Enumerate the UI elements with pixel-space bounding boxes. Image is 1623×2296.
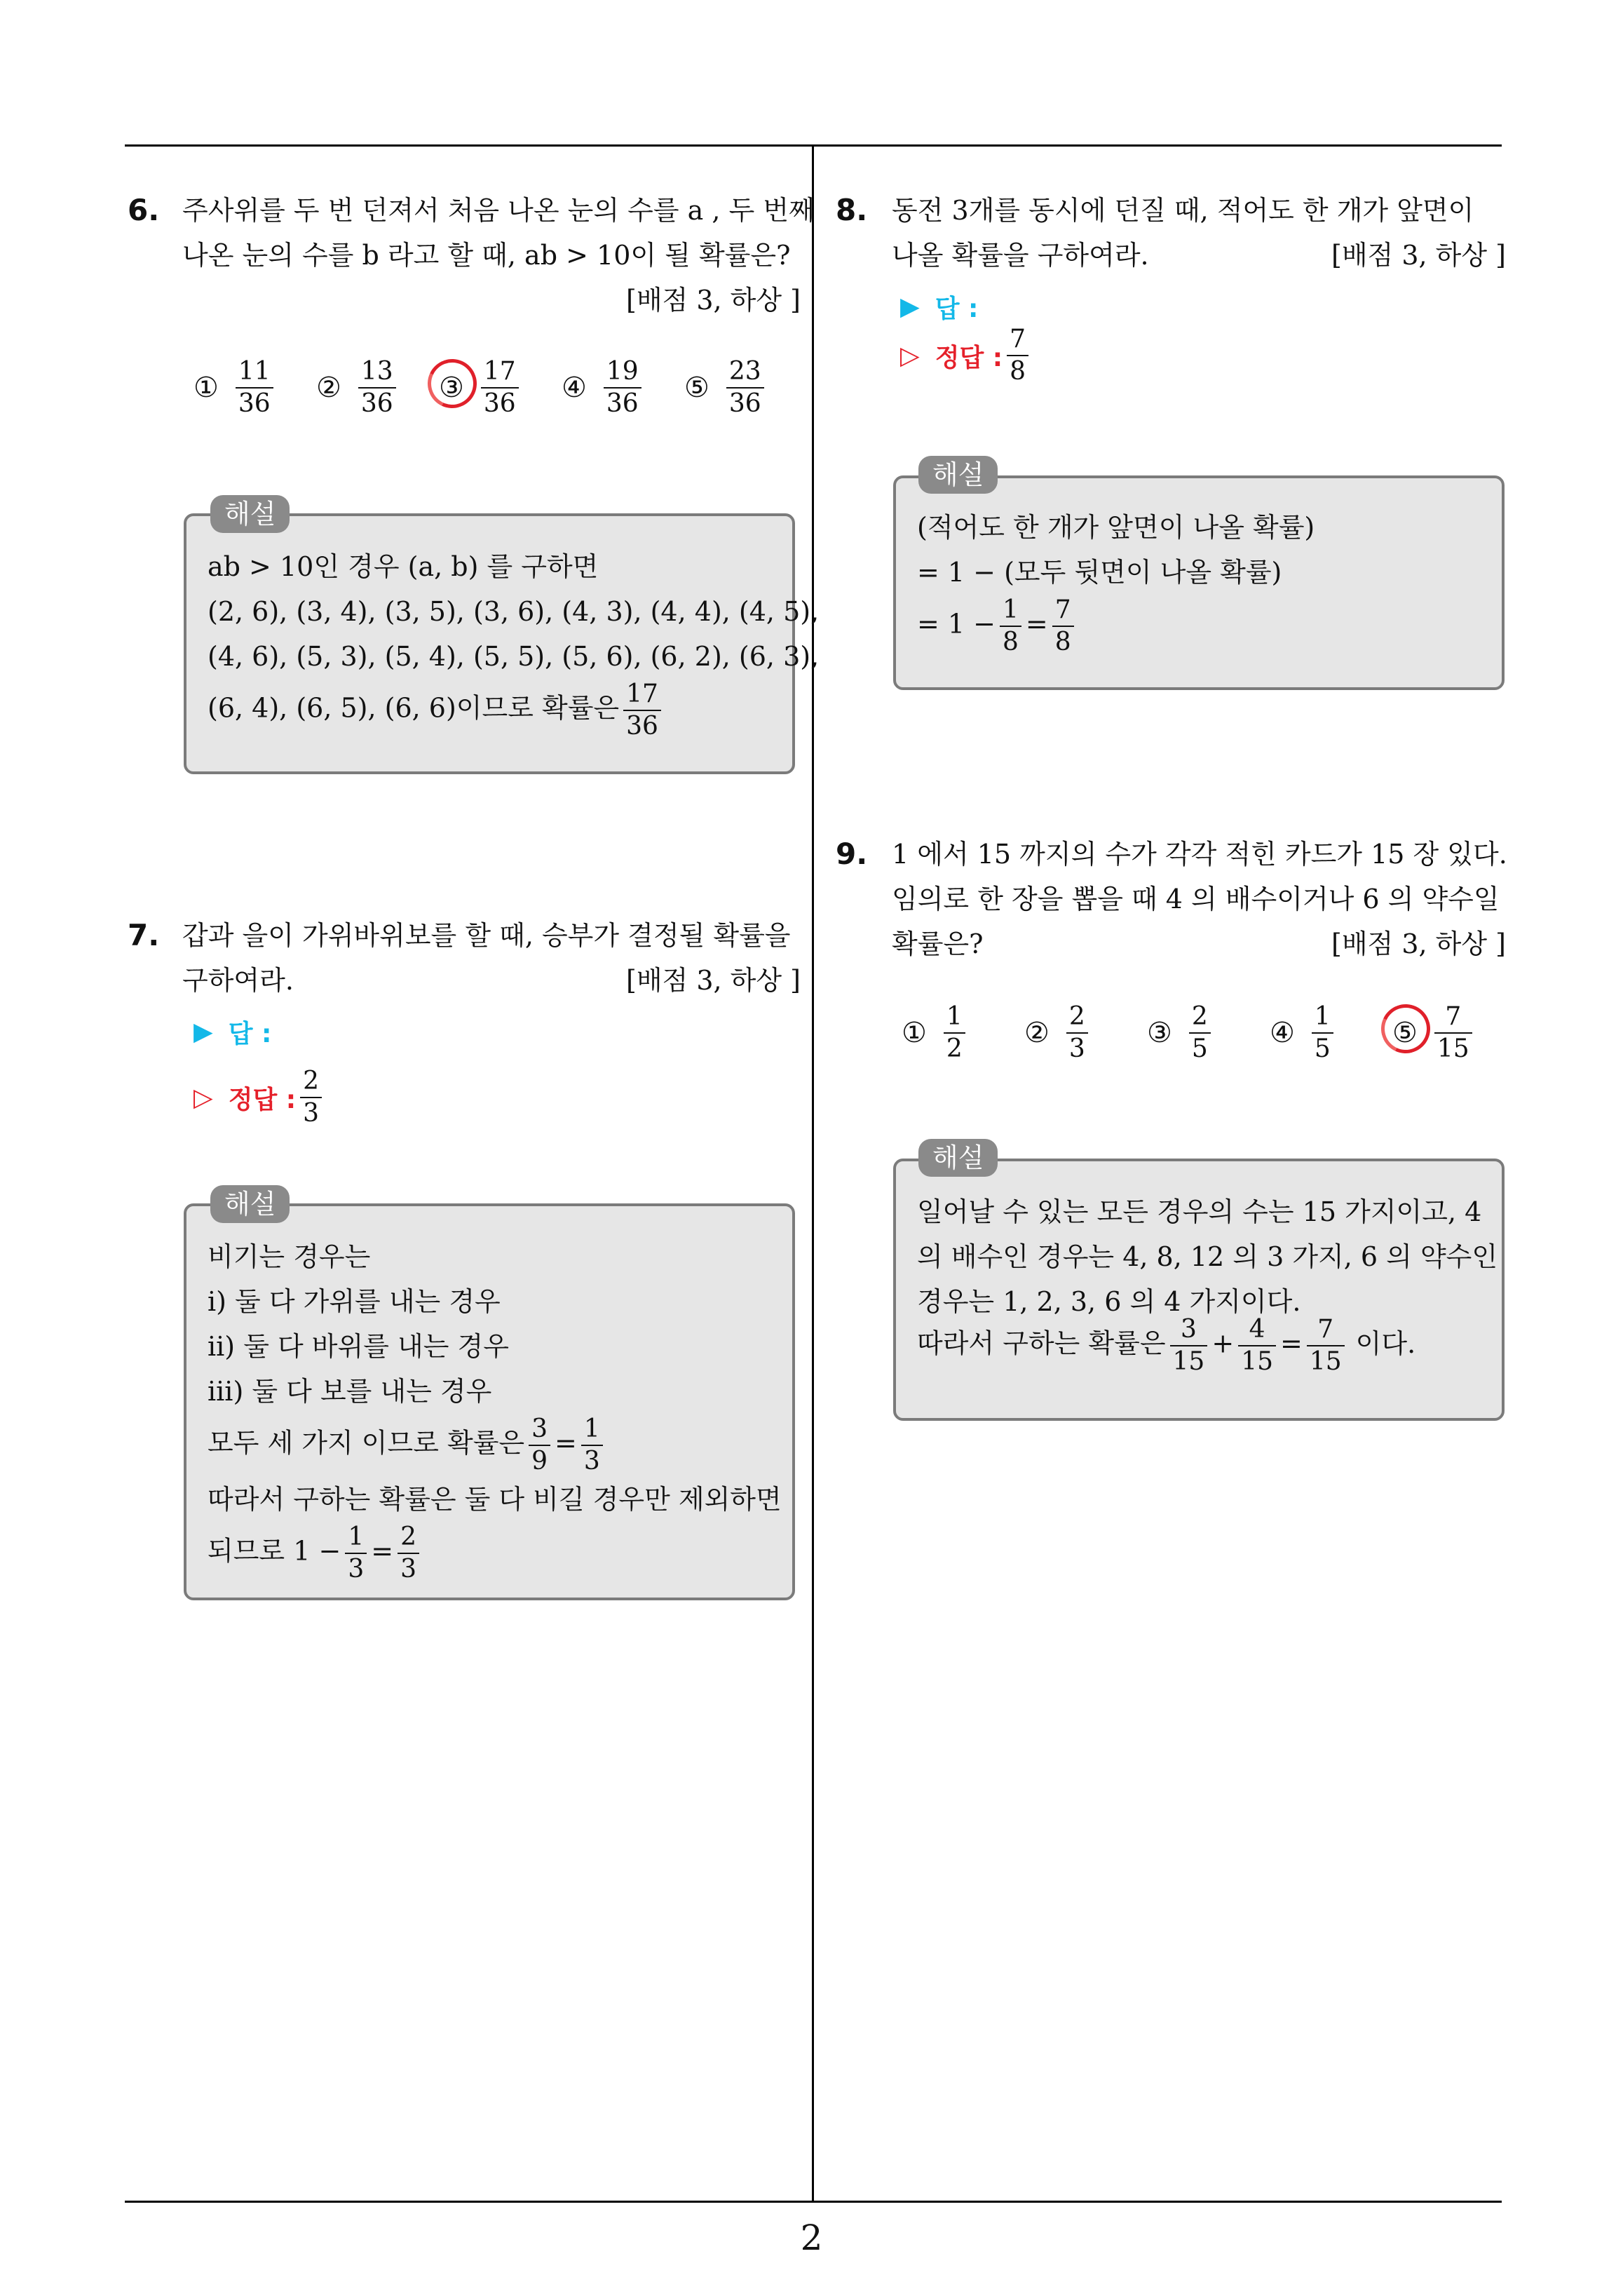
- solution-line: 되므로 1 − $\frac{1}{3}$ = $\frac{2}{3}$: [208, 1522, 782, 1585]
- fraction: $\frac{1}{3}$: [345, 1522, 367, 1585]
- choice-symbol: ④: [562, 372, 587, 404]
- solution-body: [917, 505, 1315, 658]
- choice-5[interactable]: [1392, 1001, 1515, 1065]
- question-text: [182, 188, 815, 278]
- fraction: $\frac{4}{15}$: [1238, 1314, 1276, 1377]
- solution-line: ab > 10인 경우 (a, b) 를 구하면: [208, 551, 599, 582]
- choice-4[interactable]: [1270, 1001, 1392, 1065]
- choice-3[interactable]: [439, 356, 562, 419]
- solution-line: = 1 − $\frac{1}{8}$ = $\frac{7}{8}$: [917, 595, 1315, 658]
- bottom-rule: [125, 2201, 1502, 2203]
- fraction: $\frac{1}{8}$: [1000, 595, 1021, 658]
- solution-line: (6, 4), (6, 5), (6, 6)이므로 확률은 $\frac{17}{36}$: [208, 679, 819, 742]
- solution-body: [208, 1234, 782, 1585]
- score-meta: [배점 3, 하상 ]: [1331, 928, 1506, 959]
- question-line: 확률은?: [892, 928, 984, 959]
- answer-input-line-q8[interactable]: [900, 289, 978, 325]
- fraction: $\frac{2}{5}$: [1189, 1001, 1211, 1065]
- correct-label: 정답 :: [228, 1085, 297, 1114]
- choices-q6: [193, 356, 807, 419]
- fraction: $\frac{1}{5}$: [1312, 1001, 1333, 1065]
- choice-symbol: ②: [316, 372, 341, 404]
- question-line: 구하여라.: [182, 965, 294, 996]
- fraction: $\frac{2}{3}$: [300, 1066, 322, 1129]
- question-line: 임의로 한 장을 뽑을 때 4 의 배수이거나 6 의 약수일: [892, 884, 1500, 914]
- question-line: 갑과 을이 가위바위보를 할 때, 승부가 결정될 확률을: [182, 920, 791, 951]
- answer-input-line-q7[interactable]: [193, 1014, 271, 1050]
- choice-symbol: ⑤: [1392, 1017, 1418, 1049]
- question-number: 7.: [128, 918, 160, 952]
- fraction: $\frac{1}{3}$: [581, 1414, 603, 1477]
- score-meta: [배점 3, 하상 ]: [626, 965, 801, 996]
- play-icon: ▶: [193, 1018, 213, 1046]
- choice-symbol: ⑤: [684, 372, 709, 404]
- correct-answer-q7: [193, 1066, 326, 1129]
- solution-line: (적어도 한 개가 앞면이 나올 확률): [917, 512, 1315, 543]
- solution-line: 의 배수인 경우는 4, 8, 12 의 3 가지, 6 의 약수인: [917, 1241, 1498, 1272]
- choice-2[interactable]: [316, 356, 439, 419]
- fraction: $\frac{7}{15}$: [1434, 1001, 1472, 1065]
- solution-line: ii) 둘 다 바위를 내는 경우: [208, 1331, 509, 1362]
- question-line: 나온 눈의 수를 b 라고 할 때, ab > 10이 될 확률은?: [182, 240, 791, 271]
- correct-answer-q8: [900, 324, 1033, 387]
- solution-box-q9: [893, 1159, 1505, 1421]
- solution-line: (2, 6), (3, 4), (3, 5), (3, 6), (4, 3), (4, 4), (4, 5),: [208, 596, 820, 627]
- solution-tab: 해설: [918, 1139, 998, 1177]
- fraction: $\frac{17}{36}$: [623, 679, 661, 742]
- fraction: $\frac{19}{36}$: [604, 356, 641, 419]
- answer-label: 답 :: [228, 1020, 272, 1048]
- choice-symbol: ①: [902, 1017, 927, 1049]
- choice-symbol: ③: [439, 372, 464, 404]
- solution-line: 비기는 경우는: [208, 1241, 371, 1272]
- solution-tab: 해설: [918, 456, 998, 494]
- solution-line: iii) 둘 다 보를 내는 경우: [208, 1376, 492, 1407]
- choice-symbol: ①: [193, 372, 219, 404]
- fraction: $\frac{3}{9}$: [529, 1414, 550, 1477]
- fraction: $\frac{13}{36}$: [358, 356, 396, 419]
- score-meta: [배점 3, 하상 ]: [626, 285, 801, 316]
- solution-line: 일어날 수 있는 모든 경우의 수는 15 가지이고, 4: [917, 1196, 1482, 1227]
- fraction: $\frac{3}{15}$: [1170, 1314, 1208, 1377]
- choice-4[interactable]: [562, 356, 684, 419]
- triangle-outline-icon: ▷: [900, 341, 920, 370]
- choice-symbol: ②: [1024, 1017, 1050, 1049]
- column-divider: [812, 144, 814, 2202]
- fraction: $\frac{7}{8}$: [1052, 595, 1074, 658]
- fraction: $\frac{7}{8}$: [1007, 324, 1028, 387]
- question-number: 9.: [836, 837, 868, 871]
- solution-line: i) 둘 다 가위를 내는 경우: [208, 1286, 501, 1317]
- fraction: $\frac{11}{36}$: [236, 356, 273, 419]
- question-number: 8.: [836, 193, 868, 227]
- fraction: $\frac{2}{3}$: [398, 1522, 419, 1585]
- choice-2[interactable]: [1024, 1001, 1147, 1065]
- solution-tab: 해설: [210, 1185, 290, 1223]
- solution-line: 따라서 구하는 확률은 둘 다 비길 경우만 제외하면: [208, 1484, 782, 1515]
- choice-1[interactable]: [193, 356, 316, 419]
- solution-line: (4, 6), (5, 3), (5, 4), (5, 5), (5, 6), (6, 2), (6, 3),: [208, 641, 820, 672]
- fraction: $\frac{1}{2}$: [944, 1001, 965, 1065]
- solution-body: [917, 1189, 1498, 1377]
- solution-body: [208, 544, 819, 742]
- fraction: $\frac{17}{36}$: [481, 356, 519, 419]
- choice-symbol: ④: [1270, 1017, 1295, 1049]
- choices-q9: [902, 1001, 1515, 1065]
- fraction: $\frac{2}{3}$: [1066, 1001, 1088, 1065]
- solution-line: 모두 세 가지 이므로 확률은 $\frac{3}{9}$ = $\frac{1}{3}$: [208, 1414, 782, 1477]
- solution-line: 따라서 구하는 확률은 $\frac{3}{15}$ + $\frac{4}{15}$ = $\frac{7}{15}$ 이다.: [917, 1315, 1416, 1376]
- question-line: 나올 확률을 구하여라.: [892, 240, 1149, 271]
- score-meta: [배점 3, 하상 ]: [1331, 240, 1506, 271]
- solution-box-q6: [184, 513, 820, 774]
- play-icon: ▶: [900, 292, 920, 321]
- question-line: 동전 3개를 동시에 던질 때, 적어도 한 개가 앞면이: [892, 195, 1474, 226]
- page-number: 2: [800, 2217, 823, 2258]
- fraction: $\frac{7}{15}$: [1307, 1314, 1345, 1377]
- solution-line: 경우는 1, 2, 3, 6 의 4 가지이다.: [917, 1286, 1301, 1317]
- solution-box-q8: [893, 475, 1505, 690]
- fraction: $\frac{23}{36}$: [726, 356, 764, 419]
- question-line: 주사위를 두 번 던져서 처음 나온 눈의 수를 a , 두 번째: [182, 195, 815, 226]
- question-number: 6.: [128, 193, 160, 227]
- solution-tab: 해설: [210, 495, 290, 533]
- solution-line: = 1 − (모두 뒷면이 나올 확률): [917, 557, 1282, 588]
- choice-1[interactable]: [902, 1001, 1024, 1065]
- triangle-outline-icon: ▷: [193, 1083, 213, 1112]
- choice-symbol: ③: [1147, 1017, 1172, 1049]
- choice-5[interactable]: [684, 356, 807, 419]
- answer-label: 답 :: [935, 295, 979, 323]
- choice-3[interactable]: [1147, 1001, 1270, 1065]
- correct-label: 정답 :: [935, 343, 1003, 372]
- solution-box-q7: [184, 1203, 795, 1600]
- question-line: 1 에서 15 까지의 수가 각각 적힌 카드가 15 장 있다.: [892, 839, 1507, 870]
